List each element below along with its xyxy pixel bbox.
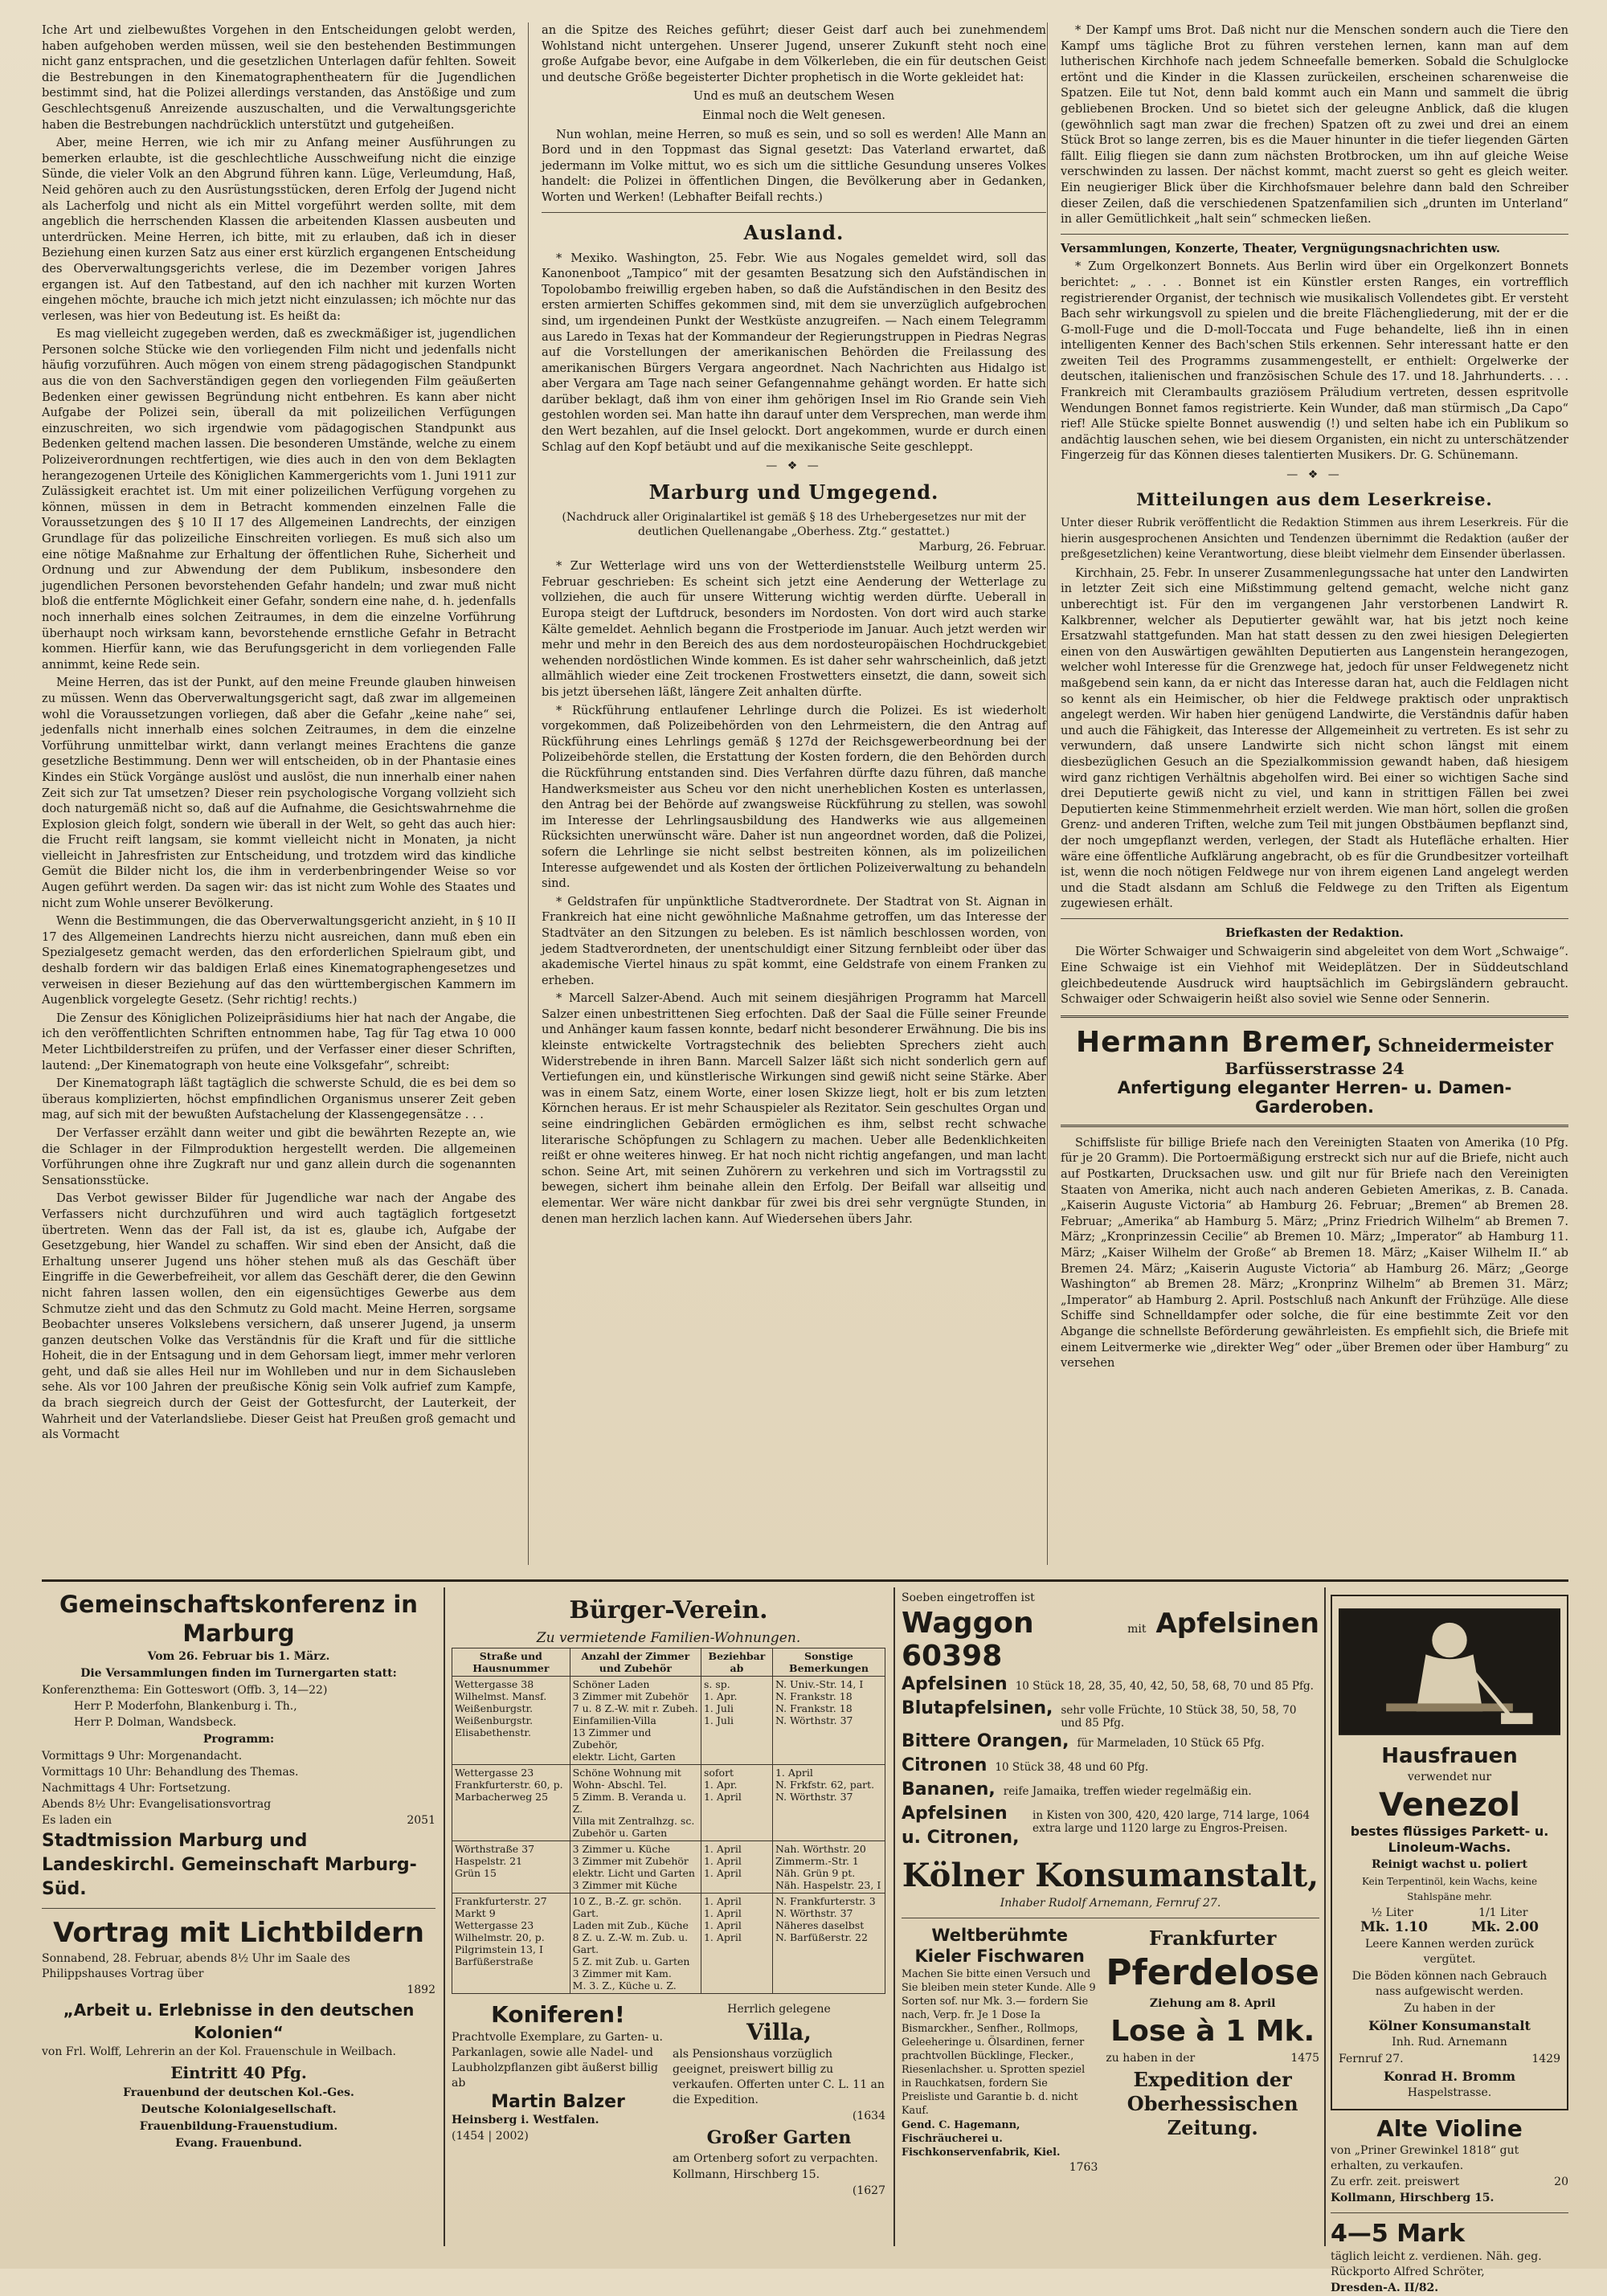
ad-violine-contact: Zu erfr. zeit. preiswert bbox=[1331, 2175, 1460, 2188]
rental-cell: Nah. Wörthstr. 20 Zimmerm.-Str. 1 Näh. Grün 9 pt. Näh. Haspelstr. 23, I bbox=[772, 1841, 885, 1894]
ad-mark-title: 4—5 Mark bbox=[1331, 2220, 1466, 2248]
article-paragraph: * Geldstrafen für unpünktliche Stadtverordnete. Der Stadtrat von St. Aignan in Frankreich hat eine nicht gewöhnliche Maßnahme getroffen, um das Interesse der Stadtväter an den Sitzungen zu beleben. Es ist nämlich beschlossen worden, von jedem Stadtverordneten, der unentschuldigt einer Sitzung fernbleibt oder über das akademische Viertel hinaus zu spät kommt, eine Geldstrafe von einem Franken zu erheben. bbox=[542, 894, 1046, 987]
ad-band bbox=[42, 1579, 1568, 2294]
ad-row bbox=[452, 2000, 885, 2200]
ad-konsum-owner: Inhaber Rudolf Arnemann, Fernruf 27. bbox=[1000, 1897, 1221, 1910]
ad-buergerverein-title: Bürger-Verein. bbox=[569, 1596, 768, 1624]
ad-bremer-address: Barfüsserstrasse 24 bbox=[1225, 1058, 1405, 1078]
ad-number: 1475 bbox=[1290, 2052, 1319, 2065]
dateline: Marburg, 26. Februar. bbox=[918, 541, 1046, 554]
ad-waggon-mit: mit bbox=[1127, 1623, 1147, 1636]
ad-violine-who: Kollmann, Hirschberg 15. bbox=[1331, 2192, 1495, 2204]
ad-bremer-name: Hermann Bremer, bbox=[1075, 1025, 1374, 1059]
ad-gemeinschaft-title: Gemeinschaftskonferenz in Marburg bbox=[59, 1591, 418, 1647]
ad-number: (1627 bbox=[852, 2184, 885, 2197]
rental-cell: 1. April 1. April 1. April bbox=[701, 1841, 772, 1894]
ad-waggon-header bbox=[902, 1607, 1319, 1673]
ad-gemeinschaft-program-item: Vormittags 10 Uhr: Behandlung des Themas. bbox=[42, 1766, 299, 1779]
ad-gemeinschaft-program-item: Vormittags 9 Uhr: Morgenandacht. bbox=[42, 1750, 243, 1763]
housewife-illustration bbox=[1339, 1608, 1560, 1736]
ad-number: 1892 bbox=[407, 1983, 435, 1996]
rental-table bbox=[452, 1648, 885, 1994]
ad-gemeinschaft-dates: Vom 26. Februar bis 1. März. bbox=[147, 1650, 330, 1663]
article-paragraph: Iche Art und zielbewußtes Vorgehen in den Entscheidungen gelobt werden, haben aufgehoben werden müssen, weil sie den bestehenden Bestimmungen nicht ganz entsprachen, und die gesetzlichen Unterlagen dafür fehlten. Soweit die Bestrebungen in den Kinematographentheatern für die Jugendlichen bestimmt sind, hat die Polizei allerdings verstanden, das Anstößige und zum Geschlechtsgenuß Anreizende auszuschalten, und die Verwaltungsgerichte haben die Bestrebungen nachdrücklich unterstützt und gutgeheißen. bbox=[42, 23, 516, 132]
article-paragraph: Der Verfasser erzählt dann weiter und gibt die bewährten Rezepte an, wie die Schlager in der Filmproduktion hergestellt werden. Die allgemeinen Vorführungen ohne ihre Zugkraft nur und ganz allein durch die sogenannten Sensationsstücke. bbox=[42, 1126, 516, 1187]
ad-venezol-brand: Venezol bbox=[1379, 1787, 1520, 1824]
ad-mark-text: täglich leicht z. verdienen. Näh. geg. Rückporto Alfred Schröter, bbox=[1331, 2250, 1542, 2278]
ad-venezol-uses: verwendet nur bbox=[1407, 1771, 1492, 1783]
article-paragraph: * Zum Orgelkonzert Bonnets. Aus Berlin wird über ein Orgelkonzert Bonnets berichtet: „ . . . Bonnet ist ein Künstler ersten Ranges, ein vortrefflich registrierender Organist, der technisch wie musikalisch Vollendetes gibt. Er versteht Bach sehr wirkungsvoll zu spielen und die breite Flächengliederung, mit der er die G-moll-Fuge und die D-moll-Toccata und Fuge behandelte, ließ ihn in einen intelligenten Kenner des Bach'schen Stils erkennen. Sehr interessant hatte er den zweiten Teil des Programms zusammengestellt, er enthielt: Orgelwerke der deutschen, italienischen und französischen Schule des 17. und 18. Jahrhunderts. . . . Frankreich mit Clerambaults graziösem Präludium vertreten, dessen espritvolle Wendungen Bonnet famos registrierte. Kein Wunder, daß man stürmisch „Da Capo“ rief! Alle Stücke spielte Bonnet auswendig (!) und selten habe ich ein Publikum so andächtig lauschen sehen, wie bei diesem Organisten, ein nicht zu unterschätzender Fingerzeig für das Können dieses talentierten Musikers. Dr. G. Schünemann. bbox=[1061, 259, 1568, 463]
rental-header-date: Beziehbar ab bbox=[701, 1648, 772, 1677]
ad-pferdelose-draw: Ziehung am 8. April bbox=[1149, 1997, 1276, 2010]
ad-venezol-agent: Konrad H. Bromm bbox=[1383, 2069, 1516, 2084]
ad-fruit-desc: 10 Stück 38, 48 und 60 Pfg. bbox=[995, 1761, 1149, 1774]
ad-number: 1429 bbox=[1531, 2053, 1560, 2065]
rental-cell: N. Frankfurterstr. 3 N. Wörthstr. 37 Näheres daselbst N. Barfüßerstr. 22 bbox=[772, 1894, 885, 1994]
rental-cell: N. Univ.-Str. 14, I N. Frankstr. 18 N. Frankstr. 18 N. Wörthstr. 37 bbox=[772, 1677, 885, 1765]
rubric-note: Unter dieser Rubrik veröffentlicht die Redaktion Stimmen aus ihrem Leserkreis. Für die hierin ausgesprochenen Ansichten und Tendenzen übernimmt die Redaktion (außer der preßgesetzlichen) keine Verantwortung, diese bleibt vielmehr dem Einsender überlassen. bbox=[1061, 517, 1568, 562]
rental-cell: Schöne Wohnung mit Wohn- Abschl. Tel. 5 Zimm. B. Veranda u. Z. Villa mit Zentralhzg. sc. Zubehör u. Garten bbox=[570, 1765, 701, 1841]
rental-cell: 3 Zimmer u. Küche 3 Zimmer mit Zubehör elektr. Licht und Garten 3 Zimmer mit Küche bbox=[570, 1841, 701, 1894]
ad-vortrag-org: Deutsche Kolonialgesellschaft. bbox=[141, 2103, 337, 2116]
ad-pferdelose-pre: Frankfurter bbox=[1149, 1926, 1277, 1950]
ad-koniferen-place: Heinsberg i. Westfalen. bbox=[452, 2114, 599, 2126]
shipping-list: Schiffsliste für billige Briefe nach den Vereinigten Staaten von Amerika (10 Pfg. für je 20 Gramm). Die Portoermäßigung erstreckt sich nur auf die Briefe, nicht auch auf Postkarten, Drucksachen usw. und gilt nur für Briefe nach den Vereinigten Staaten von Amerika, nicht auch nach anderen Gebieten Amerikas, z. B. Canada. „Kaiserin Auguste Victoria“ ab Hamburg 26. Februar; „Bremen“ ab Bremen 28. Februar; „Amerika“ ab Hamburg 5. März; „Prinz Friedrich Wilhelm“ ab Bremen 7. März; „Kronprinzessin Cecilie“ ab Bremen 10. März; „Imperator“ ab Hamburg 11. März; „Kaiser Wilhelm der Große“ ab Bremen 18. März; „Kaiser Wilhelm II.“ ab Bremen 24. März; „Kaiserin Auguste Victoria“ ab Hamburg 26. März; „George Washington“ ab Bremen 28. März; „Kronprinz Wilhelm“ ab Bremen 31. März; „Imperator“ ab Hamburg 2. April. Postschluß nach Ankunft der Frühzüge. Alle diese Schiffe sind Schnelldampfer oder solche, die für eine bestimmte Zeit vor den Abgange die schnellste Beförderung gewährleisten. Es empfiehlt sich, die Briefe mit einem Leitvermerke wie „direkter Weg“ oder „über Bremen oder über Hamburg“ zu versehen bbox=[1061, 1135, 1568, 1371]
ad-koniferen-firm: Martin Balzer bbox=[491, 2092, 625, 2112]
rental-cell: 1. April N. Frkfstr. 62, part. N. Wörthstr. 37 bbox=[772, 1765, 885, 1841]
ad-vortrag-speaker: von Frl. Wolff, Lehrerin an der Kol. Frauenschule in Weilbach. bbox=[42, 2045, 396, 2058]
article-paragraph: Der Kinematograph läßt tagtäglich die schwerste Schuld, die es bei dem so überaus komplizierten, höchst empfindlichen Organismus unserer Zeit geben mag, auf sich mit der bewußten Aufstachelung der Klassengegensätze . . . bbox=[42, 1077, 516, 1122]
ad-vortrag-title: Vortrag mit Lichtbildern bbox=[53, 1917, 424, 1949]
section-heading-versammlungen: Versammlungen, Konzerte, Theater, Vergnügungsnachrichten usw. bbox=[1061, 241, 1500, 255]
ad-gemeinschaft-invite-row bbox=[42, 1813, 435, 1828]
article-paragraph: Aber, meine Herren, wie ich mir zu Anfang meiner Ausführungen zu bemerken erlaubte, ist die geschlechtliche Ausschweifung nicht die einzige Sünde, die vieler Volk an den Abgrund führen kann. Lüge, Verleumdung, Haß, Neid gehören auch zu den Ausrüstungsstücken, deren Erfolg der Jugend nicht als Lacherfolg und nicht als ein Mittel vorgeführt werden sollte, mit dem angeblich die herrschenden Klassen die arbeitenden Klassen ausbeuten und unterdrücken. Meine Herren, ich bitte, mit zu erlauben, daß ich in dieser Beziehung einen kurzen Satz aus einer erst kürzlich ergangenen Entscheidung des Oberverwaltungsgerichts verlese, die im Dezember vorigen Jahres ergangen ist. Auf den Tatbestand, auf den ich nachher mit kurzen Worten eingehen möchte, brauche ich mich jetzt nicht einzulassen; ich möchte nur das verlesen, was hier von Bedeutung ist. Es heißt da: bbox=[42, 136, 516, 323]
ad-column-3 bbox=[902, 1590, 1319, 2241]
ad-column-4 bbox=[1331, 1590, 1568, 2294]
article-paragraph: Kirchhain, 25. Febr. In unserer Zusammenlegungssache hat unter den Landwirten in letzter Zeit sich eine Mißstimmung geltend gemacht, welche nicht ganz unberechtigt ist. Für den im vergangenen Jahr verstorbenen Landwirt R. Kalkbrenner, welcher als Deputierter gewählt war, hat bis jetzt noch keine Ersatzwahl stattgefunden. Man hat statt dessen zu den zwei hiesigen Delegierten einen von den Auswärtigen gewählten Deputierten aus Langenstein herangezogen, welcher wohl Interesse für die Grenzwege hat, jedoch für unser Feldwegenetz nicht maßgebend sein kann, da er nicht das Interesse daran hat, auch die Feldlagen nicht so kennt als ein Heimischer, ob hier die Feldwege praktisch oder unpraktisch angelegt werden. Wir haben hier genügend Landwirte, die Verständnis dafür haben und auch die Fähigkeit, das Interesse der Allgemeinheit zu vertreten. Es ist sehr zu verwundern, daß unsere Landwirte sich nicht schon längst mit einem diesbezüglichen Gesuch an die Spezialkommission gewandt haben, daß hiesigem wird ganz richtigen Verhältnis abgeholfen wird. Bei einer so wichtigen Sache sind drei Deputierte gewiß nicht zu viel, und kann in strittigen Fällen bei zwei Deputierten keine Stimmenmehrheit erzielt werden. Wie man hört, sollen die großen Grenz- und anderen Triften, welche zum Teil mit jungen Obstbäumen bepflanzt sind, der noch umgepflanzt werden, verlegen, der Stadt als Hutefläche erhalten. Hier wäre eine öffentliche Aufklärung angebracht, ob es für die Grundbesitzer vorteilhaft ist, wenn die noch nötigen Feldwege nur von ihrem eigenen Land angelegt werden und die Stadt alsdann am Schluß die Feldwege zu den Triften als Eigentum zugewiesen erhält. bbox=[1061, 566, 1568, 911]
article-paragraph: Wenn die Bestimmungen, die das Oberverwaltungsgericht anzieht, in § 10 II 17 des Allgemeinen Landrechts hierzu nicht ausreichen, dann muß eben ein Spezialgesetz gemacht werden, das den erforderlichen Spielraum gibt, und deshalb fordern wir das baldigen Erlaß eines Kinematographengesetzes und verweisen in dieser Beziehung auf das den württembergischen Kammern im Augenblick vorgelegte Gesetz. (Sehr richtig! rechts.) bbox=[42, 914, 516, 1007]
article-paragraph: Meine Herren, das ist der Punkt, auf den meine Freunde glauben hinweisen zu müssen. Wenn das Oberverwaltungsgericht sagt, daß zwar im allgemeinen wohl die Voraussetzungen vorliegen, daß aber die Gefahr „keine nahe“ sei, jedenfalls nicht innerhalb eines solchen Zeitraumes, in dem die einzelne Vorführung unmittelbar wirkt, dann verlangt meines Erachtens die ganze gesetzliche Bestimmung. Denn wer will entscheiden, ob in der Phantasie eines Kindes ein Stück Vorgänge auslöst und auslöst, die nun innerhalb einer nahen Zeit sich zur Tat umsetzen? Dieser rein psychologische Vorgang vollzieht sich doch naturgemäß nicht so, daß auf die Aufnahme, die Gesichtswahrnehme die Explosion gleich folgt, sondern wie überall in der Welt, so geht das auch hier: die Frucht reift langsam, sie kommt vielleicht nicht in Monaten, ja nicht vielleicht in Jahresfristen zur Entscheidung, und trotzdem wird das kindliche Gemüt die Bilder nicht los, die ihm in verderbenbringender Weise so vor Augen geführt werden. Da sagen wir: das ist nicht zum Wohle des Staates und nicht zum Wohle unserer Bevölkerung. bbox=[42, 676, 516, 910]
rental-cell: 1. April 1. April 1. April 1. April bbox=[701, 1894, 772, 1994]
article-paragraph: Die Wörter Schwaiger und Schwaigerin sind abgeleitet von dem Wort „Schwaige“. Eine Schwaige ist ein Viehhof mit Weideplätzen. Der in Süddeutschland gleichbedeutende Ausdruck wird hauptsächlich im Gebirgsländern gebraucht. Schwaiger oder Schwaigerin heißt also soviel wie Senne oder Sennerin. bbox=[1061, 945, 1568, 1007]
separator-ornament: — ❖ — bbox=[1286, 468, 1343, 482]
ad-venezol-size: ½ Liter bbox=[1371, 1906, 1413, 1919]
ad-vortrag-entry: Eintritt 40 Pfg. bbox=[170, 2063, 307, 2082]
article-paragraph: * Rückführung entlaufener Lehrlinge durch die Polizei. Es ist wiederholt vorgekommen, daß Polizeibehörden von den Lehrmeistern, die den Antrag auf Rückführung eines Lehrlings gemäß § 127d der Reichsgewerbeordnung bei der Polizeibehörde stellen, die Erstattung der Kosten fordern, die den Behörden durch die Rückführung entstanden sind. Dies Verfahren dürfte dazu führen, daß manche Handwerksmeister aus Scheu vor den nicht unerheblichen Kosten es unterlassen, den Antrag bei der Behörde auf zwangsweise Rückführung zu stellen, was sowohl im Interesse der Lehrlingsausbildung des Handwerks wie aus allgemeinen Rücksichten unerwünscht wäre. Daher ist nun angeordnet worden, daß die Polizei, sofern die Lehrlinge sie nicht selbst bestreiten können, als im polizeilichen Interesse aufgewendet und als Kosten der örtlichen Polizeiverwaltung zu behandeln sind. bbox=[542, 703, 1046, 891]
column-3 bbox=[1061, 22, 1568, 1565]
ad-bremer-slogan: Anfertigung eleganter Herren- u. Damen-Garderoben. bbox=[1117, 1077, 1512, 1117]
poem-line: Einmal noch die Welt genesen. bbox=[701, 108, 886, 122]
ad-divider bbox=[1061, 1015, 1568, 1018]
ad-fruit-desc: 10 Stück 18, 28, 35, 40, 42, 50, 58, 68, 70 und 85 Pfg. bbox=[1015, 1680, 1314, 1693]
ad-fruit-row bbox=[902, 1754, 1319, 1778]
ad-waggon-title: Waggon 60398 bbox=[902, 1607, 1034, 1673]
section-heading-mitteilungen: Mitteilungen aus dem Leserkreise. bbox=[1136, 489, 1493, 510]
ad-villa bbox=[673, 2000, 885, 2200]
ad-villa-text: als Pensionshaus vorzüglich geeignet, preiswert billig zu verkaufen. Offerten unter C. L. 11 an die Expedition. bbox=[673, 2048, 885, 2106]
ad-gemeinschaft-speaker: Herr P. Dolman, Wandsbeck. bbox=[74, 1716, 237, 1729]
ad-villa-pre: Herrlich gelegene bbox=[727, 2003, 831, 2016]
rental-header-rooms: Anzahl der Zimmer und Zubehör bbox=[570, 1648, 701, 1677]
rental-cell: Schöner Laden 3 Zimmer mit Zubehör 7 u. 8 Z.-W. mit r. Zubeh. Einfamilien-Villa 13 Zimmer und Zubehör, elektr. Licht, Garten bbox=[570, 1677, 701, 1765]
ad-fruit-row bbox=[902, 1697, 1319, 1730]
section-heading-marburg: Marburg und Umgegend. bbox=[648, 480, 939, 505]
table-row bbox=[452, 1894, 885, 1994]
ad-venezol-type: bestes flüssiges Parkett- u. Linoleum-Wachs. bbox=[1350, 1824, 1549, 1855]
ad-buergerverein-subtitle: Zu vermietende Familien-Wohnungen. bbox=[536, 1630, 801, 1646]
ad-fruit-row bbox=[902, 1802, 1319, 1850]
ad-venezol-floor: Die Böden können nach Gebrauch nass aufgewischt werden. bbox=[1351, 1970, 1548, 1998]
ad-gemeinschaft-org: Landeskirchl. Gemeinschaft Marburg-Süd. bbox=[42, 1855, 417, 1899]
column-2 bbox=[542, 22, 1046, 1565]
ad-venezol-price: Mk. 1.10 bbox=[1360, 1919, 1428, 1935]
rental-cell: s. sp. 1. Apr. 1. Juli 1. Juli bbox=[701, 1677, 772, 1765]
ad-row bbox=[902, 1925, 1319, 2176]
ad-konsum-firm: Kölner Konsumanstalt, bbox=[902, 1857, 1319, 1894]
rental-cell: Wettergasse 38 Wilhelmst. Mansf. Weißenburgstr. Weißenburgstr. Elisabethenstr. bbox=[452, 1677, 570, 1765]
ad-venezol-sizes bbox=[1339, 1906, 1560, 1919]
ad-number: 1763 bbox=[1069, 2161, 1098, 2174]
ad-venezol-phone: Fernruf 27. bbox=[1339, 2053, 1404, 2065]
ad-fruit-name: Apfelsinen bbox=[902, 1674, 1008, 1694]
ad-venezol-agent-addr: Haspelstrasse. bbox=[1407, 2086, 1492, 2099]
ad-venezol-phone-row bbox=[1339, 2052, 1560, 2067]
ad-garten-contact: Kollmann, Hirschberg 15. bbox=[673, 2168, 820, 2181]
ad-violine-contact-row bbox=[1331, 2175, 1568, 2190]
section-divider bbox=[1061, 918, 1568, 919]
ad-column-1 bbox=[42, 1590, 435, 2241]
ad-bremer-trade: Schneidermeister bbox=[1377, 1035, 1554, 1056]
ad-kieler-text: Machen Sie bitte einen Versuch und Sie bleiben mein steter Kunde. Alle 9 Sorten sof. nur Mk. 3.— fordern Sie nach, Verp. fr. Je 1 Dose Ia Bismarckher., Senfher., Rollmops, Geleeheringe u. Ölsardinen, ferner prachtvollen Bücklinge, Flecker., Riesenlachsher. u. Sprotten speziel in Rauchkatsen, fordern Sie Preisliste und Garantie b. d. nicht Kauf. bbox=[902, 1968, 1096, 2117]
ad-gemeinschaft-program-item: Nachmittags 4 Uhr: Fortsetzung. bbox=[42, 1782, 231, 1795]
ad-divider bbox=[42, 1908, 435, 1909]
ad-fruit-name: Blutapfelsinen, bbox=[902, 1698, 1053, 1718]
article-paragraph: Das Verbot gewisser Bilder für Jugendliche war nach der Angabe des Verfassers nicht durchzuführen und wird auch tagtäglich fortgesetzt übertreten. Wenn das der Fall ist, da ist es, glaube ich, Aufgabe der Gesetzgebung, hier Wandel zu schaffen. Wir sind eben der Ansicht, daß die Erhaltung unserer Jugend uns höher stehen muß als das Geschäft über Eingriffe in die Gewerbefreiheit, vor allem das Geschäft derer, die den Gewinn nicht fahren lassen wollen, den ein eigensüchtiges Gewerbe aus dem Schmutze zieht und das den Schmutz zu Gold macht. Meine Herren, sorgsame Beobachter unseres Volkslebens versichern, daß unserer Jugend, ja unserm ganzen deutschen Volke das Verständnis für die Kraft und für die sittliche Hoheit, die in der Entsagung und in dem Gehorsam liegt, immer mehr verloren geht, und daß sie alles Heil nur im Wohlleben und nur in dem Sichausleben sehe. Als vor 100 Jahren der preußische König sein Volk aufrief zum Kampfe, da brach siegreich durch der Geist der Gottesfurcht, der Lauterkeit, der Wahrheit und der Vaterlandsliebe. Dieser Geist hat Preußen groß gemacht und als Vormacht bbox=[42, 1191, 516, 1442]
ad-fruit-desc: sehr volle Früchte, 10 Stück 38, 50, 58, 70 und 85 Pfg. bbox=[1061, 1704, 1297, 1730]
article-paragraph: * Mexiko. Washington, 25. Febr. Wie aus Nogales gemeldet wird, soll das Kanonenboot „Tampico“ mit der gesamten Besatzung sich den Aufständischen in Topolobambo freiwillig ergeben haben, so daß die Aufständischen in den Besitz des ersten armierten Schiffes gekommen sind, mit dem sie unverzüglich aufgebrochen sind, um irgendeinen Punkt der Westküste anzugreifen. — Nach einem Telegramm aus Laredo in Texas hat der Kommandeur der Regierungstruppen in Piedras Negras auf die Vorstellungen der amerikanischen Behörden die Freilassung des amerikanischen Bürgers Vergara angeordnet. Nach Nachrichten aus Hidalgo ist aber Vergara am Tage nach seiner Gefangennahme gehängt worden. Er hatte sich darüber beklagt, daß ihm von einer ihm gehörigen Insel im Rio Grande sein Vieh gestohlen worden sei. Man hatte ihn darauf unter dem Versprechen, man werde ihm den Wert bezahlen, auf die Insel gelockt. Dort angekommen, wurde er durch einen Schlag auf den Kopf betäubt und auf die mexikanische Seite geschleppt. bbox=[542, 251, 1046, 454]
ad-kieler-firm: Gend. C. Hagemann, Fischräucherei u. Fischkonservenfabrik, Kiel. bbox=[902, 2119, 1061, 2159]
rental-cell: sofort 1. Apr. 1. April bbox=[701, 1765, 772, 1841]
column-1 bbox=[42, 22, 516, 1565]
ad-vortrag-org: Frauenbund der deutschen Kol.-Ges. bbox=[123, 2086, 354, 2099]
ad-venezol-owner: Inh. Rud. Arnemann bbox=[1392, 2036, 1507, 2049]
ad-fruit-row bbox=[902, 1730, 1319, 1754]
ad-gemeinschaft-program-title: Programm: bbox=[202, 1733, 275, 1746]
table-row bbox=[452, 1765, 885, 1841]
article-paragraph: an die Spitze des Reiches geführt; dieser Geist darf auch bei zunehmendem Wohlstand nicht untergehen. Unserer Jugend, unserer Zukunft steht noch eine große Aufgabe bevor, eine Aufgabe in dem Völkerleben, die ein für deutschen Geist und deutsche Größe begeisterter Dichter prophetisch in die Worte gekleidet hat: bbox=[542, 23, 1046, 84]
ad-violine-title: Alte Violine bbox=[1376, 2115, 1523, 2142]
ad-mark-place: Dresden-A. II/82. bbox=[1331, 2282, 1439, 2294]
article-paragraph: * Marcell Salzer-Abend. Auch mit seinem diesjährigen Programm hat Marcell Salzer einen unbestrittenen Sieg erfochten. Daß der Saal die Fülle seiner Freunde und Anhänger kaum fassen konnte, bedarf nicht besonderer Erwähnung. Die bis ins kleinste entwickelte Vortragstechnik des beliebten Sprechers zieht auch Widerstrebende in ihren Bann. Marcell Salzer läßt sich nicht sonderlich gern auf Vertiefungen ein, und künstlerische Wirkungen sind gewiß nicht seine Stärke. Aber was in einem Satz, einem Worte, einer losen Skizze liegt, holt er bis zum letzten Körnchen heraus. Er ist mehr Schauspieler als Rezitator. Sein geschultes Organ und seine eindringlichen Gebärden ermöglichen es ihm, selbst recht schwache literarische Schöpfungen zu Schlagern zu machen. Ueber alle Bedenklichkeiten reißt er ohne weiteres hinweg. Er hat noch nicht richtig angefangen, und man lacht schon. Seine Art, mit seinen Zuhörern zu verkehren und sich im Vortragsstil zu bewegen, sichert ihm beinahe allein den Erfolg. Der Beifall war allseitig und elementar. Wer wäre nicht dankbar für zwei bis drei sehr vergnügte Stunden, in denen man herzlich lachen kann. Auf Wiedersehen übers Jahr. bbox=[542, 991, 1046, 1226]
article-paragraph: * Der Kampf ums Brot. Daß nicht nur die Menschen sondern auch die Tiere den Kampf ums tägliche Brot zu führen verstehen lernen, kann man auf dem lutherischen Kirchhofe nach jedem Schneefalle bemerken. Sobald die Schulglocke ertönt und die Kinder in die Klassen zurückeilen, erscheinen scharenweise die Spatzen. Eile tut Not, denn bald kommt auch ein Mann und sammelt die übrig gebliebenen Brocken. Und so bietet sich der geleugne Anblick, daß die klugen (gewöhnlich sagt man zwar die frechen) Spatzen oft zu zwei und drei an einem Stück Brot so lange zerren, bis es die Mauer hinunter in die tiefer liegenden Gärten fällt. Eilig fliegen sie dann zum nächsten Brotbrocken, um ihn auf gleiche Weise verschwinden zu lassen. Der nächst kommt, macht zuerst so geht es gleich weiter. Ein neugieriger Blick über die Kirchhofsmauer belehre dann bald den Schreiber dieser Zeilen, daß die verschiedenen Spatzenfamilien sich „drunten im Unterland“ in aller Gemütlichkeit „halt sein“ schmecken ließen. bbox=[1061, 23, 1568, 227]
article-paragraph: Nun wohlan, meine Herren, so muß es sein, und so soll es werden! Alle Mann an Bord und in den Toppmast das Signal gesetzt: Das Vaterland erwartet, daß jedermann im Volke mittut, wo es sich um die sittliche Gesundung unseres Volkes handelt: die Polizei in öffentlichen Dingen, die Bevölkerung aber in Gedanken, Worten und Werken! (Lebhafter Beifall rechts.) bbox=[542, 127, 1046, 204]
ad-garten-text: am Ortenberg sofort zu verpachten. bbox=[673, 2152, 878, 2165]
ad-garten-title: Großer Garten bbox=[706, 2127, 852, 2148]
reprint-note: (Nachdruck aller Originalartikel ist gemäß § 18 des Urhebergesetzes nur mit der deutlichen Quellenangabe „Oberhess. Ztg.“ gestattet.) bbox=[562, 511, 1026, 539]
ad-pferdelose-avail: zu haben in der bbox=[1106, 2052, 1196, 2065]
ad-fruit-row bbox=[902, 1778, 1319, 1802]
ad-fruit-name: Citronen bbox=[902, 1755, 988, 1775]
ad-fruit-name: Bittere Orangen, bbox=[902, 1731, 1069, 1751]
ad-vortrag-org: Evang. Frauenbund. bbox=[175, 2137, 302, 2150]
ad-number: 20 bbox=[1554, 2175, 1568, 2188]
ad-divider bbox=[1061, 1125, 1568, 1127]
ad-number: (1454 | 2002) bbox=[452, 2130, 529, 2143]
ad-venezol-top: Hausfrauen bbox=[1381, 1744, 1518, 1768]
ad-pferdelose-title: Pferdelose bbox=[1106, 1952, 1319, 1993]
ad-vortrag-org: Frauenbildung-Frauenstudium. bbox=[139, 2120, 338, 2133]
ad-number: 2051 bbox=[407, 1814, 435, 1827]
ad-venezol-avail: Zu haben in der bbox=[1404, 2002, 1495, 2015]
ad-venezol-price: Mk. 2.00 bbox=[1471, 1919, 1539, 1935]
ad-divider bbox=[1331, 2212, 1568, 2213]
rental-cell: 10 Z., B.-Z. gr. schön. Gart. Laden mit Zub., Küche 8 Z. u. Z.-W. m. Zub. u. Gart. 5 Z. mit Zub. u. Garten 3 Zimmer mit Kam. M. 3. Z., Küche u. Z. bbox=[570, 1894, 701, 1994]
ad-venezol-size: 1/1 Liter bbox=[1478, 1906, 1528, 1919]
article-area bbox=[42, 22, 1568, 1565]
ad-koniferen bbox=[452, 2000, 664, 2200]
section-heading-briefkasten: Briefkasten der Redaktion. bbox=[1225, 925, 1404, 940]
ad-fruit-name: Bananen, bbox=[902, 1779, 996, 1800]
article-paragraph: * Zur Wetterlage wird uns von der Wetterdienststelle Weilburg unterm 25. Februar geschrieben: Es scheint sich jetzt eine Aenderung der Wetterlage zu vollziehen, die auch für unsere Witterung wichtig werden dürfte. Ueberall in Europa steigt der Luftdruck, besonders im Nordosten. Von dort wird auch starke Kälte gemeldet. Aehnlich begann die Frostperiode im Januar. Auch jetzt werden wir mehr und mehr in den Bereich des aus dem nordosteuropäischen Hochdruckgebiet wehenden nordöstlichen Winde kommen. Es ist daher sehr wahrscheinlich, daß jetzt allmählich wieder eine Zeit trockenen Frostwetters einsetzt, die dann, soweit sich bis jetzt übersehen läßt, längere Zeit anhalten dürfte. bbox=[542, 559, 1046, 699]
ad-koniferen-text: Prachtvolle Exemplare, zu Garten- u. Parkanlagen, sowie alle Nadel- und Laubholzpflanzen gibt äußerst billig ab bbox=[452, 2031, 663, 2090]
ad-gemeinschaft-theme: Konferenzthema: Ein Gotteswort (Offb. 3, 14—22) bbox=[42, 1684, 328, 1697]
article-paragraph: Die Zensur des Königlichen Polizeipräsidiums hier hat nach der Angabe, die ich den veröffentlichten Schriften entnommen habe, Tag für Tag etwa 10 000 Meter Lichtbilderstreifen zu prüfen, und der Verfasser einer dieser Schriften, lautend: „Der Kinematograph von heute eine Volksgefahr“, schreibt: bbox=[42, 1011, 516, 1072]
ad-gemeinschaft-invite: Es laden ein bbox=[42, 1814, 112, 1827]
article-paragraph: Es mag vielleicht zugegeben werden, daß es zweckmäßiger ist, jugendlichen Personen solche Stücke wie den vorliegenden Film nicht und jedenfalls nicht häufig vorzuführen. Auch mögen von einem streng pädagogischen Standpunkt aus die von den Sachverständigen gegen den vorliegenden Film geäußerten Bedenken einer gewissen Begründung nicht entbehren. Es kann aber nicht Aufgabe der Polizei sein, überall da mit polizeilichen Verfügungen einzuschreiten, wo sich irgendwie vom pädagogischen Standpunkt aus Bedenken geltend machen lassen. Die besonderen Umstände, welche zu einem Polizeiverordnungen rechtfertigen, wie dies auch in den von dem Beklagten herangezogenen Urteile des Königlichen Kammergerichts vom 1. Juni 1911 zur Zulässigkeit erachtet ist. Um mit einer polizeilichen Verfügung vorgehen zu können, müssen in dem in Betracht kommenden einzelnen Falle die Voraussetzungen des § 10 II 17 des Allgemeinen Landrechts, der einzigen Grundlage für das polizeiliche Einschreiten vorliegen. Es muß sich also um eine nötige Maßnahme zur Erhaltung der öffentlichen Ruhe, Sicherheit und Ordnung und zur Abwendung der dem Publikum, insbesondere den jugendlichen Personen bevorstehenden Gefahr handeln; und zwar muß nicht bloß die entfernte Möglichkeit einer Gefahr, sondern eine nahe, d. h. jedenfalls noch innerhalb eines solchen Zeitraumes, in dem die einzelne Vorführung überhaupt noch wirksam kann, bevorstehende ernstliche Gefahr in Betracht kommen. Hierfür kann, wie das Berufungsgericht in dem vorliegenden Falle annimmt, keine Rede sein. bbox=[42, 327, 516, 672]
ad-villa-title: Villa, bbox=[746, 2019, 812, 2045]
ad-venezol-prices bbox=[1339, 1919, 1560, 1935]
rental-cell: Frankfurterstr. 27 Markt 9 Wettergasse 23 Wilhelmstr. 20, p. Pilgrimstein 13, I Barfüßerstraße bbox=[452, 1894, 570, 1994]
ad-number: (1634 bbox=[852, 2110, 885, 2122]
rental-table-header bbox=[452, 1648, 885, 1677]
ad-pferdelose-avail-row bbox=[1106, 2051, 1319, 2066]
separator-ornament: — ❖ — bbox=[766, 460, 822, 473]
rental-header-street: Straße und Hausnummer bbox=[452, 1648, 570, 1677]
section-divider bbox=[1061, 234, 1568, 235]
ad-venezol-tag: Reinigt wachst u. poliert bbox=[1372, 1858, 1527, 1871]
ad-fruit-row bbox=[902, 1673, 1319, 1697]
ad-fruit-desc: reife Jamaika, treffen wieder regelmäßig ein. bbox=[1003, 1785, 1252, 1798]
ad-pferdelose-exp: Expedition der Oberhessischen Zeitung. bbox=[1127, 2068, 1298, 2139]
table-row bbox=[452, 1677, 885, 1765]
ad-venezol-shop: Kölner Konsumanstalt bbox=[1368, 2018, 1531, 2033]
ad-koniferen-title: Koniferen! bbox=[491, 2001, 625, 2028]
ad-gemeinschaft-org: Stadtmission Marburg und bbox=[42, 1831, 308, 1851]
ad-hermann-bremer bbox=[1061, 1026, 1568, 1117]
ad-gemeinschaft-place: Die Versammlungen finden im Turnergarten statt: bbox=[80, 1667, 397, 1680]
ad-column-2 bbox=[452, 1590, 885, 2241]
rental-header-notes: Sonstige Bemerkungen bbox=[772, 1648, 885, 1677]
ad-vortrag-when: Sonnabend, 28. Februar, abends 8½ Uhr im Saale des Philippshauses Vortrag über bbox=[42, 1952, 350, 1980]
section-heading-ausland: Ausland. bbox=[743, 220, 844, 244]
ad-violine-text: von „Priner Grewinkel 1818“ gut erhalten, zu verkaufen. bbox=[1331, 2144, 1519, 2172]
rental-cell: Wörthstraße 37 Haspelstr. 21 Grün 15 bbox=[452, 1841, 570, 1894]
ad-fruit-desc: für Marmeladen, 10 Stück 65 Pfg. bbox=[1077, 1737, 1265, 1750]
ad-venezol-no: Kein Terpentinöl, kein Wachs, keine Stahlspäne mehr. bbox=[1361, 1876, 1538, 1902]
ad-fruit-name: Apfelsinen u. Citronen, bbox=[902, 1804, 1020, 1848]
ad-kieler bbox=[902, 1925, 1098, 2176]
ad-waggon-apfelsinen: Apfelsinen bbox=[1155, 1608, 1319, 1640]
ad-gemeinschaft-speaker: Herr P. Moderfohn, Blankenburg i. Th., bbox=[74, 1700, 297, 1713]
ad-fruit-desc: in Kisten von 300, 420, 420 large, 714 large, 1064 extra large und 1120 large zu Engros-Preisen. bbox=[1032, 1809, 1311, 1835]
ad-vortrag-topic: „Arbeit u. Erlebnisse in den deutschen Kolonien“ bbox=[63, 2000, 415, 2042]
rental-cell: Wettergasse 23 Frankfurterstr. 60, p. Marbacherweg 25 bbox=[452, 1765, 570, 1841]
poem-line: Und es muß an deutschem Wesen bbox=[693, 89, 895, 104]
ad-pferdelose bbox=[1106, 1925, 1319, 2176]
table-row bbox=[452, 1841, 885, 1894]
ad-kieler-title: Weltberühmte Kieler Fischwaren bbox=[914, 1926, 1085, 1966]
ad-venezol-refund: Leere Kannen werden zurück vergütet. bbox=[1365, 1938, 1534, 1966]
ad-gemeinschaft-program-item: Abends 8½ Uhr: Evangelisationsvortrag bbox=[42, 1798, 272, 1811]
section-divider bbox=[542, 212, 1046, 213]
ad-waggon-pre: Soeben eingetroffen ist bbox=[902, 1591, 1035, 1604]
ad-venezol bbox=[1331, 1595, 1568, 2110]
ad-pferdelose-price: Lose à 1 Mk. bbox=[1110, 2015, 1315, 2048]
